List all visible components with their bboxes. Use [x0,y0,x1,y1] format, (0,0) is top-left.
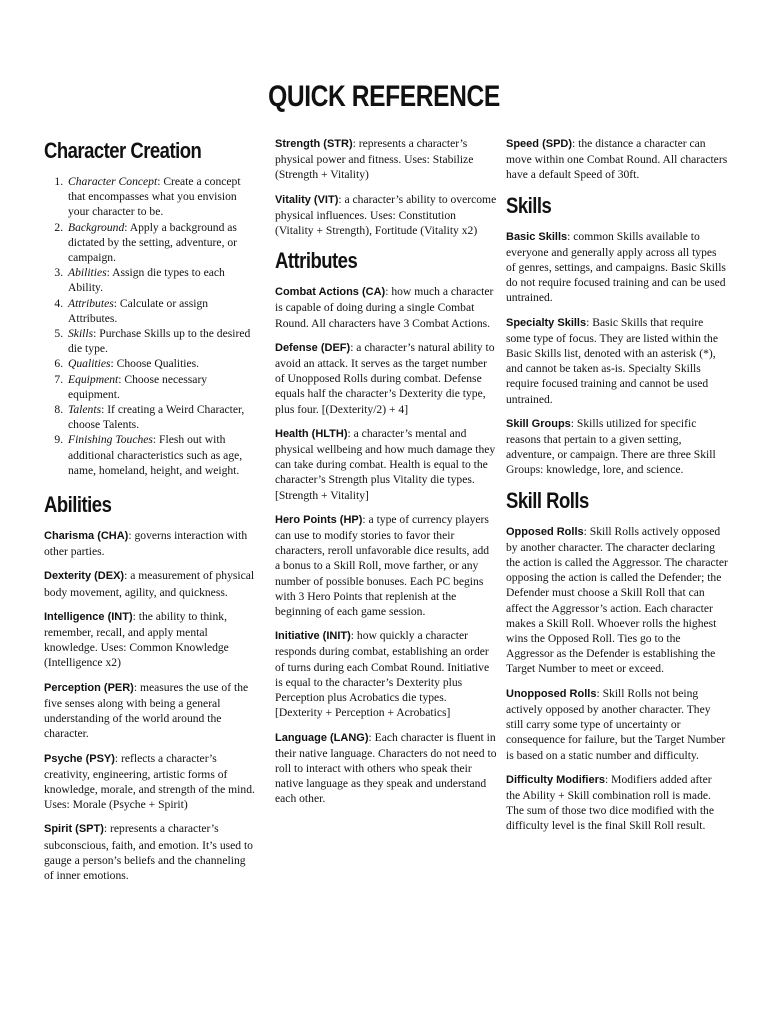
creation-step: 7. Equipment: Choose necessary equipment. [66,372,256,402]
column-2 [275,136,497,816]
ability-entry-strength: Strength (STR): represents a character’s physical power and fitness. Uses: Stabilize (Strength + Vitality) [275,137,474,182]
attribute-entry-language: Language (LANG): Each character is fluent in their native language. Characters do not need to roll to interact with others who speak their native language as they speak and understand each other. [275,730,497,806]
skill-entry-basic-skills: Basic Skills: common Skills available to everyone and generally apply across all types of genres, settings, and campaigns. Basic Skills do not require focused training and can be used untrained. [506,229,726,305]
ability-entry-vitality: Vitality (VIT): a character’s ability to overcome physical influences. Uses: Constitution (Vitality + Strength), Fortitude (Vitality x2) [275,192,497,238]
creation-step: 1. Character Concept: Create a concept that encompasses what you envision your character to be. [66,174,256,220]
column-1 [44,136,256,892]
character-creation-heading: Character Creation [44,138,202,163]
attribute-entry-defense: Defense (DEF): a character’s natural ability to avoid an attack. It serves as the target number of Unopposed Rolls during combat. Defense equals half the character’s Dexterity die type, plus four. [(Dexterity/2) + 4] [275,340,495,416]
page-title: QUICK REFERENCE [268,80,500,113]
ability-entry-psyche: Psyche (PSY): reflects a character’s creativity, engineering, artistic forms of knowledge, morale, and strength of the mind. Uses: Morale (Psyche + Spirit) [44,751,255,812]
creation-step: 2. Background: Apply a background as dictated by the setting, adventure, or campaign. [66,220,256,266]
creation-step: 4. Attributes: Calculate or assign Attributes. [66,296,256,326]
character-creation-steps [44,174,256,478]
skill-roll-entry-opposed: Opposed Rolls: Skill Rolls actively opposed by another character. The character declaring the action is called the Aggressor. The character opposing the action is called the Defender; the Defender must choose a Skill Roll that can affect the Aggressor’s action. Each character makes a Skill Roll. Whoever rolls the highest wins the Opposed Roll. Ties go to the Aggressor as the Defender is establishing the Target Number to meet or exceed. [506,524,728,676]
column-3 [506,136,728,843]
ability-entry-charisma: Charisma (CHA): governs interaction with other parties. [44,529,248,559]
creation-step: 3. Abilities: Assign die types to each Ability. [66,265,256,295]
skill-rolls-heading: Skill Rolls [506,487,589,513]
attribute-entry-combat-actions: Combat Actions (CA): how much a character is capable of doing during a single Combat Round. All characters have 3 Combat Actions. [275,285,494,330]
skill-roll-entry-difficulty-modifiers: Difficulty Modifiers: Modifiers added after the Ability + Skill combination roll is made. The sum of those two dice modified with the difficulty level is the final Skill Roll result. [506,772,715,833]
attribute-entry-speed: Speed (SPD): the distance a character can move within one Combat Round. All characters have a default Speed of 30ft. [506,137,728,182]
skill-entry-skill-groups: Skill Groups: Skills utilized for specific reasons that pertain to a given setting, adventure, or campaign. There are three Skill Groups: knowledge, lore, and science. [506,416,716,477]
ability-entry-dexterity: Dexterity (DEX): a measurement of physical body movement, agility, and quickness. [44,569,255,599]
creation-step: 5. Skills: Purchase Skills up to the desired die type. [66,326,256,356]
creation-step: 6. Qualities: Choose Qualities. [66,356,256,371]
skill-entry-specialty-skills: Specialty Skills: Basic Skills that require some type of focus. They are listed within the Basic Skills list, denoted with an asterisk (*), and cannot be taken as-is. Specialty Skills require focused training and cannot be used untrained. [506,315,718,406]
skills-heading: Skills [506,192,552,218]
abilities-heading: Abilities [44,492,112,518]
attributes-heading: Attributes [275,248,358,274]
ability-entry-intelligence: Intelligence (INT): the ability to think, remember, recall, and apply mental knowledge. Uses: Common Knowledge (Intelligence x2) [44,609,229,670]
attribute-entry-health: Health (HLTH): a character’s mental and physical wellbeing and how much damage they can take during combat. Health is equal to the character’s Strength plus Vitality die types. [Strength + Vitality] [275,426,496,502]
creation-step: 8. Talents: If creating a Weird Character, choose Talents. [66,402,256,432]
attribute-entry-hero-points: Hero Points (HP): a type of currency players can use to modify stories to favor their characters, reroll unfavorable dice results, add a bonus to a Skill Roll, move farther, or any number of possible bonuses. Each PC begins with 3 Hero Points that replenish at the beginning of each game session. [275,512,490,619]
ability-entry-spirit: Spirit (SPT): represents a character’s subconscious, faith, and emotion. It’s used to gauge a person’s beliefs and the channeling of inner emotions. [44,822,253,882]
skill-roll-entry-unopposed: Unopposed Rolls: Skill Rolls not being actively opposed by another character. They still carry some type of uncertainty or consequence for failure, but the Target Number is based on a static number and difficulty. [506,686,726,762]
creation-step: 9. Finishing Touches: Flesh out with additional characteristics such as age, name, homeland, height, and weight. [66,432,256,478]
ability-entry-perception: Perception (PER): measures the use of the five senses along with being a general understanding of the world around the character. [44,680,249,741]
attribute-entry-initiative: Initiative (INIT): how quickly a character responds during combat, establishing an order of turns during each Combat Round. Initiative is equal to the character’s Dexterity plus Perception plus Acrobatics die types. [Dexterity + Perception + Acrobatics] [275,629,490,720]
